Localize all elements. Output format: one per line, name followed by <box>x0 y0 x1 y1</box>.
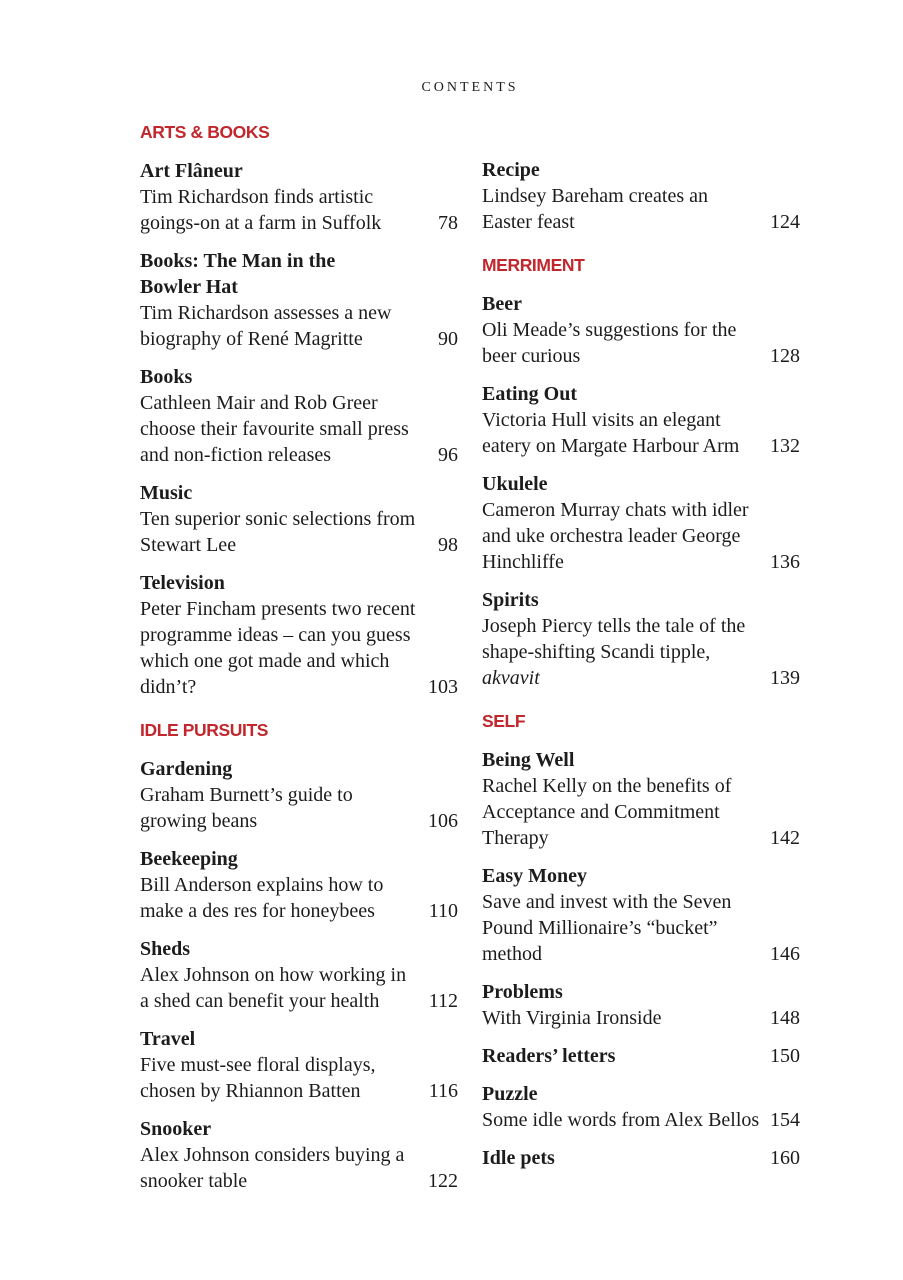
entry-description: Ten superior sonic selections from Stewart Lee <box>140 508 416 556</box>
entry-title: Idle pets <box>482 1147 555 1169</box>
entry-description: Lindsey Bareham creates an Easter feast <box>482 185 709 233</box>
entry-description: With Virginia Ironside <box>482 1007 662 1029</box>
toc-entry-problems[interactable] <box>482 979 800 1031</box>
page-number: 96 <box>438 444 458 466</box>
toc-entry-idle-pets[interactable] <box>482 1145 800 1171</box>
entry-description: Bill Anderson explains how to make a des res for honeybees <box>140 874 384 922</box>
toc-entry-ukulele[interactable] <box>482 471 800 575</box>
page-number: 150 <box>770 1045 800 1067</box>
entry-description: Save and invest with the Seven Pound Millionaire’s “bucket” method <box>482 891 732 965</box>
entry-title: Problems <box>482 981 563 1003</box>
toc-entry-art-flaneur[interactable] <box>140 158 458 236</box>
entry-title: Television <box>140 572 225 594</box>
entry-description: Tim Richardson finds artistic goings-on at a farm in Suffolk <box>140 186 382 234</box>
entry-title: Gardening <box>140 758 233 780</box>
entry-description: Victoria Hull visits an elegant eatery on Margate Harbour Arm <box>482 409 740 457</box>
toc-entry-sheds[interactable] <box>140 936 458 1014</box>
section-recipe <box>482 157 800 235</box>
page-number: 142 <box>770 827 800 849</box>
entry-description: Alex Johnson considers buying a snooker table <box>140 1144 405 1192</box>
left-column <box>140 120 458 1212</box>
entry-description-italic: akvavit <box>482 667 540 689</box>
section-self <box>482 709 800 1171</box>
entry-description: Graham Burnett’s guide to growing beans <box>140 784 353 832</box>
toc-entry-puzzle[interactable] <box>482 1081 800 1133</box>
entry-title: Beekeeping <box>140 848 238 870</box>
entry-description: Some idle words from Alex Bellos <box>482 1109 760 1131</box>
page-number: 112 <box>428 990 458 1012</box>
page-number: 110 <box>428 900 458 922</box>
entry-title: Ukulele <box>482 473 548 495</box>
entry-description: Tim Richardson assesses a new biography of René Magritte <box>140 302 392 350</box>
entry-title: Being Well <box>482 749 575 771</box>
page-number: 139 <box>770 667 800 689</box>
page-number: 160 <box>770 1147 800 1169</box>
entry-description-text: Joseph Piercy tells the tale of the shape-shifting Scandi tipple, <box>482 615 746 663</box>
entry-description: Cathleen Mair and Rob Greer choose their favourite small press and non-fiction releases <box>140 392 409 466</box>
toc-entry-snooker[interactable] <box>140 1116 458 1194</box>
page-number: 136 <box>770 551 800 573</box>
toc-entry-books[interactable] <box>140 364 458 468</box>
entry-description <box>482 613 800 691</box>
toc-entry-spirits[interactable] <box>482 587 800 691</box>
page-number: 98 <box>438 534 458 556</box>
toc-entry-being-well[interactable] <box>482 747 800 851</box>
entry-description: Five must-see floral displays, chosen by Rhiannon Batten <box>140 1054 376 1102</box>
section-heading: SELF <box>482 711 526 731</box>
section-idle-pursuits <box>140 718 458 1194</box>
page-number: 106 <box>428 810 458 832</box>
section-arts-books <box>140 120 458 700</box>
entry-description: Rachel Kelly on the benefits of Acceptance and Commitment Therapy <box>482 775 732 849</box>
entry-description: Alex Johnson on how working in a shed can benefit your health <box>140 964 407 1012</box>
page-number: 116 <box>428 1080 458 1102</box>
page-number: 132 <box>770 435 800 457</box>
entry-title: Easy Money <box>482 865 587 887</box>
entry-title: Eating Out <box>482 383 578 405</box>
page-number: 103 <box>428 676 458 698</box>
page-number: 78 <box>438 212 458 234</box>
toc-entry-books-bowler-hat[interactable] <box>140 248 458 352</box>
page-number: 154 <box>770 1109 800 1131</box>
section-heading: IDLE PURSUITS <box>140 720 269 740</box>
toc-entry-travel[interactable] <box>140 1026 458 1104</box>
toc-entry-music[interactable] <box>140 480 458 558</box>
toc-entry-beekeeping[interactable] <box>140 846 458 924</box>
toc-entry-recipe[interactable] <box>482 157 800 235</box>
right-column <box>482 157 800 1189</box>
entry-title: Puzzle <box>482 1083 538 1105</box>
entry-title: Books <box>140 366 193 388</box>
toc-entry-television[interactable] <box>140 570 458 700</box>
toc-entry-gardening[interactable] <box>140 756 458 834</box>
page-number: 146 <box>770 943 800 965</box>
section-heading: ARTS & BOOKS <box>140 122 270 142</box>
toc-entry-beer[interactable] <box>482 291 800 369</box>
entry-title: Beer <box>482 293 522 315</box>
toc-entry-readers-letters[interactable] <box>482 1043 800 1069</box>
entry-description: Oli Meade’s suggestions for the beer curious <box>482 319 737 367</box>
page-number: 124 <box>770 211 800 233</box>
entry-description: Peter Fincham presents two recent programme ideas – can you guess which one got made and which didn’t? <box>140 598 416 698</box>
toc-entry-eating-out[interactable] <box>482 381 800 459</box>
entry-title: Spirits <box>482 589 539 611</box>
entry-title: Sheds <box>140 938 191 960</box>
entry-title: Art Flâneur <box>140 160 243 182</box>
section-heading: MERRIMENT <box>482 255 585 275</box>
entry-title: Books: The Man in the Bowler Hat <box>140 250 336 298</box>
page-number: 128 <box>770 345 800 367</box>
page-number: 90 <box>438 328 458 350</box>
page-title: CONTENTS <box>421 80 519 95</box>
entry-title: Music <box>140 482 193 504</box>
entry-description: Cameron Murray chats with idler and uke orchestra leader George Hinchliffe <box>482 499 749 573</box>
entry-title: Snooker <box>140 1118 212 1140</box>
section-merriment <box>482 253 800 691</box>
toc-entry-easy-money[interactable] <box>482 863 800 967</box>
entry-title: Recipe <box>482 159 540 181</box>
entry-title: Readers’ letters <box>482 1045 616 1067</box>
entry-title: Travel <box>140 1028 196 1050</box>
page-number: 122 <box>428 1170 458 1192</box>
page-number: 148 <box>770 1007 800 1029</box>
